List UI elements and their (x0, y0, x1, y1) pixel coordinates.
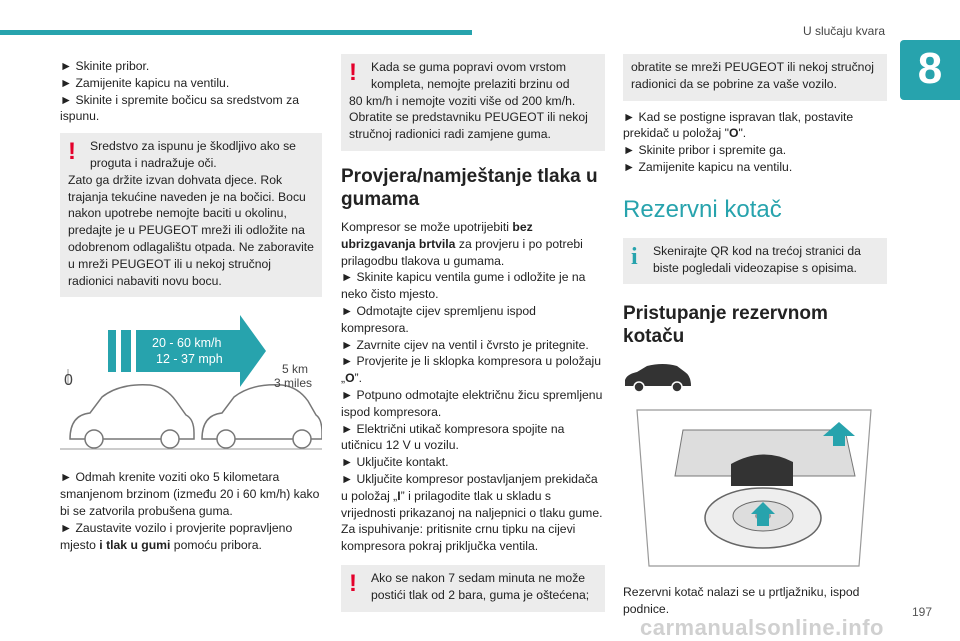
warning-box-continued (623, 54, 887, 101)
step-text: ► Odmah krenite voziti oko 5 kilometara smanjenom brzinom (između 20 i 60 km/h) kako bi se zatvorila probušena guma. (60, 470, 320, 518)
chapter-title: Rezervni kotač (623, 195, 782, 223)
chapter-number-tab: 8 (900, 40, 960, 100)
warning-icon: ! (68, 138, 76, 166)
top-accent-bar (0, 30, 472, 35)
info-box (623, 238, 887, 285)
warning-text: Sredstvo za ispunu je škodljivo ako se proguta i nadražuje oči. (90, 139, 296, 170)
column-3 (623, 54, 887, 618)
step-text: ► Skinite pribor i spremite ga. (623, 143, 787, 158)
warning-box (341, 565, 605, 612)
speed-mph-label: 12 - 37 mph (156, 352, 223, 367)
intro-text: Kompresor se može upotrijebiti bez ubrizgavanja brtvila za provjeru i po potrebi prilagodbu tlakova u gumama. (341, 219, 583, 268)
warning-text: 80 km/h i nemojte voziti više od 200 km/h. Obratite se predstavniku PEUGEOT ili nekoj stručnoj radionici radi zamjene guma. (349, 93, 588, 142)
info-text: Skenirajte QR kod na trećoj stranici da biste pogledali videozapise s opisima. (653, 243, 861, 275)
warning-box (341, 54, 605, 151)
step-text: ► Odmotajte cijev spremljenu ispod kompresora. (341, 303, 536, 335)
warning-text: obratite se mreži PEUGEOT ili nekoj stručnoj radionici da se pobrine za vaše vozilo. (631, 60, 874, 91)
distance-km-label: 5 km (282, 362, 309, 377)
step-text: ► Uključite kompresor postavljanjem prekidača u položaj „I” i prilagodite tlak u skladu s vrijednosti prikazanoj na naljepnici o tlaku gume. Za ispuhivanje: pritisnite crnu tipku na cijevi kompresora pokraj priključka ventila. (341, 471, 603, 554)
column-1 (60, 58, 322, 553)
spare-wheel-figure (623, 406, 887, 576)
step-text: ► Uključite kontakt. (341, 455, 449, 470)
distance-miles-label: 3 miles (274, 376, 313, 391)
speed-distance-figure (60, 311, 322, 453)
page-section-title: U slučaju kvara (802, 24, 885, 38)
step-text: ► Kad se postigne ispravan tlak, postavite prekidač u položaj "O". (623, 109, 854, 141)
page-number: 197 (911, 605, 932, 619)
warning-icon: ! (349, 569, 357, 597)
step-text: ► Električni utikač kompresora spojite na utičnicu 12 V u vozilu. (341, 421, 565, 453)
step-text: ► Zamijenite kapicu na ventilu. (623, 159, 793, 174)
column-2 (341, 54, 605, 612)
step-text: ► Potpuno odmotajte električnu žicu spremljenu ispod kompresora. (341, 387, 603, 419)
car-silhouette-icon (623, 362, 887, 392)
step-text: ► Zamijenite kapicu na ventilu. (60, 75, 230, 90)
warning-text: Zato ga držite izvan dohvata djece. Rok trajanja tekućine naveden je na bočici. Bocu nakon upotrebe nemojte baciti u okolinu, predajte je u PEUGEOT mreži ili odložite na odobrenom odlagalištu otpada. Ne zaboravite u mreži PEUGEOT ili u nekoj stručnoj radionici nabaviti novu bocu. (68, 172, 314, 288)
step-text: ► Provjerite je li sklopka kompresora u položaju „O”. (341, 354, 601, 386)
speed-kmh-label: 20 - 60 km/h (152, 336, 222, 351)
step-text: ► Skinite kapicu ventila gume i odložite je na neko čisto mjesto. (341, 270, 586, 302)
speed-figure-graphic (60, 311, 322, 453)
warning-text: Kada se guma popravi ovom vrstom kompleta, nemojte prelaziti brzinu od (371, 60, 570, 91)
warning-icon: ! (349, 59, 357, 86)
site-watermark: carmanualsonline.info (640, 615, 884, 640)
step-text: ► Skinite pribor. (60, 59, 150, 73)
step-text: ► Zaustavite vozilo i provjerite popravljeno mjesto i tlak u gumi pomoću pribora. (60, 520, 293, 552)
subsection-heading: Pristupanje rezervnom kotaču (623, 303, 828, 348)
section-heading: Provjera/namještanje tlaka u gumama (341, 165, 598, 210)
info-icon: i (631, 243, 638, 270)
figure-caption: Rezervni kotač nalazi se u prtljažniku, ispod podnice. (623, 585, 860, 617)
step-text: ► Skinite i spremite bočicu sa sredstvom za ispunu. (60, 92, 299, 124)
start-distance-label: 0 (64, 372, 73, 390)
warning-box (60, 133, 322, 297)
step-text: ► Zavrnite cijev na ventil i čvrsto je pritegnite. (341, 337, 589, 352)
warning-text: Ako se nakon 7 sedam minuta ne može postići tlak od 2 bara, guma je oštećena; (371, 570, 590, 602)
